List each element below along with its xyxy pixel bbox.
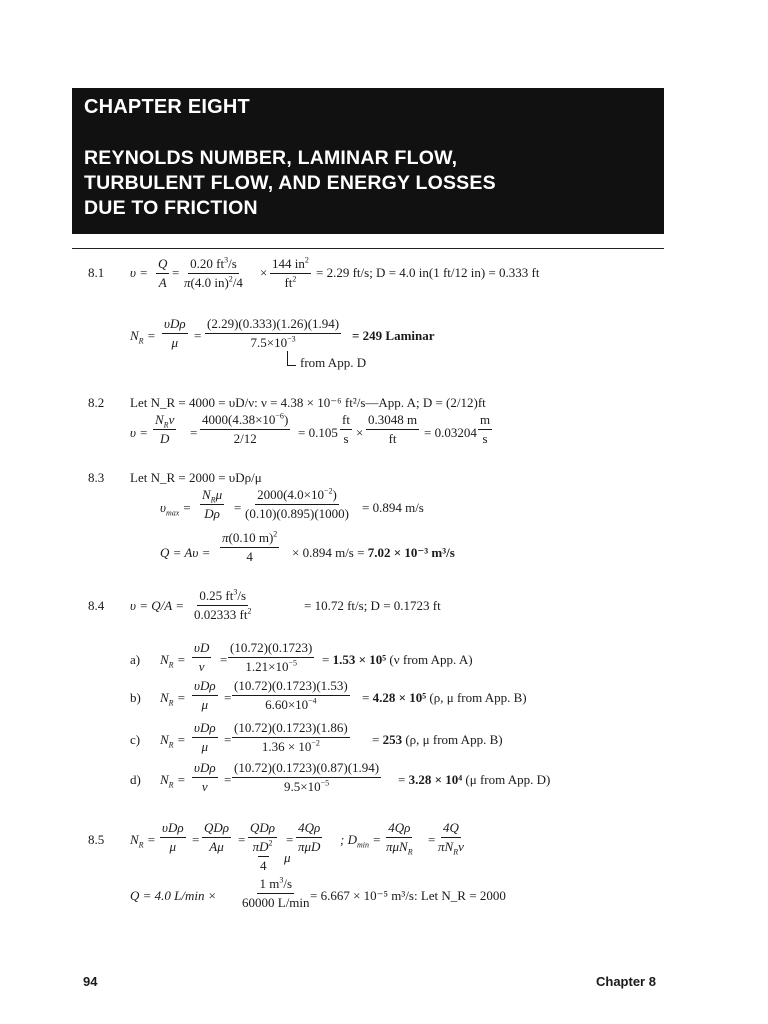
equation-fraction: $\frac{0.3048 m}{ft}$ — [368, 412, 418, 446]
equation-result: = 3.28 × 10⁴ (μ from App. D) — [398, 772, 551, 787]
source-note: (ρ, μ from App. B) — [405, 732, 503, 747]
equation-fraction: 4Qρ πμD — [298, 820, 321, 854]
equation-text: Q = Aυ = — [160, 545, 211, 560]
equation-fraction: $\frac{m}{s}$ — [480, 412, 491, 446]
equation-result: = 0.894 m/s — [362, 500, 424, 515]
equation-text: $N_R$ = — [160, 732, 186, 750]
equation-text: = — [234, 500, 242, 515]
problem-number: 8.3 — [88, 470, 105, 485]
equation-text: 4 — [260, 858, 267, 873]
callout-arrow — [287, 351, 296, 366]
chapter-title — [84, 146, 496, 221]
equation-fraction: $\frac{\upsilon D}{\nu}$ — [194, 640, 210, 674]
equation-text: = — [190, 425, 198, 440]
equation-fraction: QDρ $\pi D^2$ — [250, 820, 276, 854]
equation-fraction: 4Qρ πμN$_R$ — [386, 820, 413, 857]
equation-text: = — [194, 328, 202, 343]
equation-text: Q = 4.0 L/min × — [130, 888, 217, 903]
problem-number: 8.1 — [88, 265, 105, 280]
equation-text: = — [224, 690, 232, 705]
equation-result-bold: 3.28 × 10⁴ — [408, 772, 463, 787]
equation-result-bold: 1.53 × 10⁵ — [332, 652, 387, 667]
equation-fraction: $\frac{4000(4.38\times 10^{-6})}{2/12}$ — [202, 411, 289, 446]
equation-text: = — [172, 265, 180, 280]
equation-result: = 1.53 × 10⁵ (ν from App. A) — [322, 652, 473, 667]
equation-result: = 0.03204 — [424, 425, 477, 440]
equation-fraction: $\frac{(10.72)(0.1723)(1.86)}{1.36 \times 10^{-2}}$ — [234, 720, 348, 754]
equation-fraction: $\frac{0.20 ft^3/s}{\pi(4.0 in)^2/4}$ — [184, 255, 243, 290]
equation-text: $N_R$ = — [160, 690, 186, 708]
equation-result: = 4.28 × 10⁵ (ρ, μ from App. B) — [362, 690, 527, 705]
equation-result: = 249 Laminar — [352, 328, 435, 343]
equation-fraction: $\frac{\pi(0.10 m)^2}{4}$ — [222, 529, 278, 564]
equation-text: × — [260, 265, 268, 280]
chapter-footer-label: Chapter 8 — [596, 974, 656, 989]
equation-result: = 0.105 — [298, 425, 338, 440]
equation-text: ; $D_{min}$ = — [340, 832, 381, 850]
equation-fraction: υDρ μ — [194, 678, 216, 712]
equation-fraction: $\frac{(10.72)(0.1723)(0.87)(1.94)}{9.5\times 10^{-5}}$ — [234, 760, 380, 794]
problem-number: 8.4 — [88, 598, 105, 613]
chapter-title-line: TURBULENT FLOW, AND ENERGY LOSSES — [84, 172, 496, 194]
equation-fraction: $N_R\mu$ Dρ — [202, 487, 223, 521]
equation-fraction: υDρ ν — [194, 760, 216, 794]
equation-result-bold: 4.28 × 10⁵ — [372, 690, 427, 705]
equation-fraction: $\frac{Q}{A}$ — [158, 256, 168, 290]
equation-text: $\upsilon_{max}$ = — [160, 500, 192, 518]
equation-fraction: υDρ μ — [194, 720, 216, 754]
equation-text: $N_R$ = — [130, 832, 156, 850]
equation-fraction: $\frac{(10.72)(0.1723)(1.53)}{6.60\times 10^{-4}}$ — [234, 678, 348, 712]
equation-text: = — [220, 652, 228, 667]
part-label: c) — [130, 732, 141, 747]
equation-fraction: 4Q $\pi N_R\nu$ — [438, 820, 464, 857]
equation-text: $N_R$ = — [160, 772, 186, 790]
equation-text: = — [238, 832, 246, 847]
equation-text: = — [224, 772, 232, 787]
equation-result-bold: 253 — [382, 732, 403, 747]
equation-line: Let N_R = 2000 = υDρ/μ — [130, 470, 262, 485]
source-note: (ρ, μ from App. B) — [429, 690, 527, 705]
equation-fraction: $\frac{(2.29)(0.333)(1.26)(1.94)}{7.5\times 10^{-3}}$ — [207, 316, 340, 350]
equation-fraction: $\frac{144 in^2}{ft^2}$ — [272, 255, 309, 290]
source-note: (ν from App. A) — [389, 652, 473, 667]
equation-text: υ = — [130, 425, 148, 440]
equation-text: υ = Q/A = — [130, 598, 184, 613]
equation-result: = 2.29 ft/s; D = 4.0 in(1 ft/12 in) = 0.333 ft — [316, 265, 540, 280]
equation-result-bold: 7.02 × 10⁻³ m³/s — [367, 545, 455, 560]
equation-result: = 253 (ρ, μ from App. B) — [372, 732, 503, 747]
part-label: a) — [130, 652, 141, 667]
equation-fraction: $N_R\nu$ D — [155, 412, 175, 446]
equation-fraction: 1 $m^3/s$ 60000 L/min — [242, 875, 310, 910]
source-note: from App. D — [300, 355, 367, 370]
source-note: (μ from App. D) — [465, 772, 551, 787]
part-label: b) — [130, 690, 141, 705]
equation-fraction: υDρ μ — [164, 316, 186, 350]
equation-fraction: $\frac{0.25 ft^3/s}{0.02333 ft^2}$ — [194, 587, 252, 622]
equation-fraction: $\frac{(10.72)(0.1723)}{1.21\times 10^{-5}}$ — [230, 640, 313, 674]
equation-text: = — [428, 832, 436, 847]
equation-fraction: $\frac{ft}{s}$ — [342, 412, 350, 446]
header-rule — [72, 248, 664, 249]
equation-result: = 10.72 ft/s; D = 0.1723 ft — [304, 598, 441, 613]
chapter-banner — [72, 88, 664, 234]
equation-text: = — [286, 832, 294, 847]
problem-number: 8.5 — [88, 832, 105, 847]
equation-line: Let N_R = 4000 = υD/ν: ν = 4.38 × 10⁻⁶ ft²/s—App. A; D = (2/12)ft — [130, 395, 486, 410]
equation-fraction: υDρ μ — [162, 820, 184, 854]
part-label: d) — [130, 772, 141, 787]
chapter-title-line: REYNOLDS NUMBER, LAMINAR FLOW, — [84, 147, 458, 169]
equation-text: $N_R$ = — [130, 328, 156, 346]
equation-result: = 6.667 × 10⁻⁵ m³/s: Let N_R = 2000 — [310, 888, 506, 903]
page-number: 94 — [83, 974, 98, 989]
equation-text: υ = — [130, 265, 148, 280]
equation-fraction: QDρ Aμ — [204, 820, 230, 854]
chapter-title-line: DUE TO FRICTION — [84, 197, 258, 219]
equation-text: × 0.894 m/s = — [292, 545, 368, 560]
equation-text: $N_R$ = — [160, 652, 186, 670]
problem-number: 8.2 — [88, 395, 105, 410]
equation-text: × — [356, 425, 364, 440]
equation-text: μ — [284, 850, 291, 865]
chapter-heading: CHAPTER EIGHT — [84, 96, 250, 118]
equation-text: = — [224, 732, 232, 747]
equation-result — [292, 545, 455, 561]
equation-text: = — [192, 832, 200, 847]
equation-fraction: $\frac{2000(4.0\times 10^{-2})}{(0.10)(0.895)(1000)}$ — [245, 486, 349, 521]
